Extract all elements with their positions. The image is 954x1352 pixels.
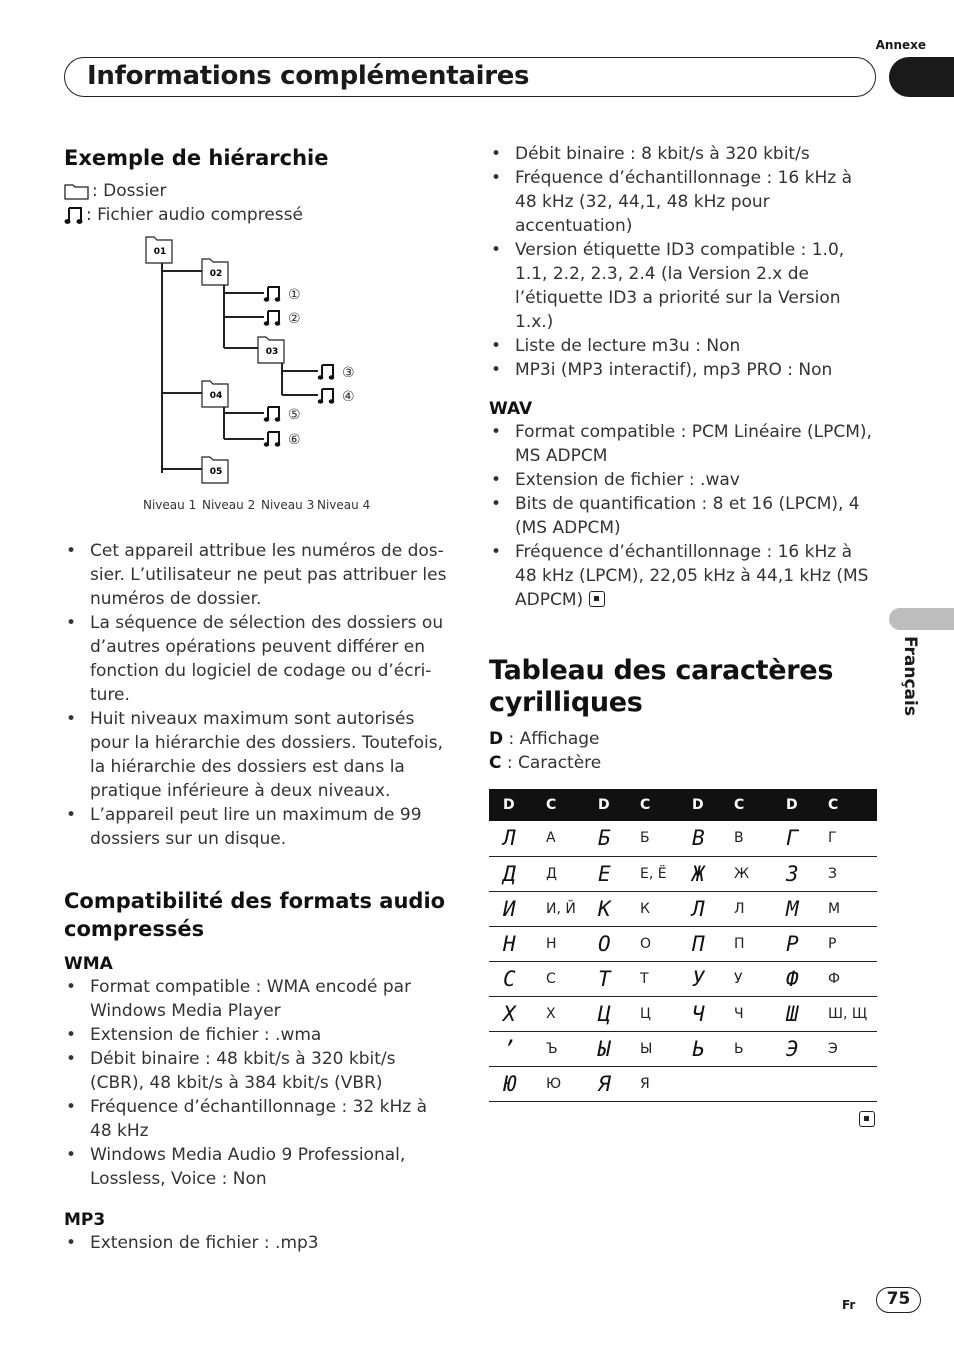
wav-label: WAV (489, 399, 533, 419)
display-glyph: Р (772, 926, 814, 961)
language-tab-label: Français (900, 636, 920, 716)
page-number: 75 (876, 1287, 921, 1313)
list-item: • Version étiquette ID3 compatible : 1.0, 1.1, 2.2, 2.3, 2.4 (la Version 2.x de l’étiquette ID3 a priorité sur la Version 1.x.) (489, 238, 877, 334)
left-column (64, 140, 454, 1255)
character-cell: У (720, 961, 772, 996)
legend-text: : Affichage (503, 729, 600, 749)
compat-heading: Compatibilité des formats audio compressés (64, 889, 446, 941)
display-glyph: Ы (584, 1031, 626, 1066)
character-cell: Ъ (532, 1031, 584, 1066)
character-cell: Ю (532, 1066, 584, 1101)
legend-key: C (489, 753, 502, 773)
list-item: • Fréquence d’échantillonnage : 16 kHz à 48 kHz (32, 44,1, 48 kHz pour accentuation) (489, 166, 877, 238)
cyrillic-legend (489, 727, 877, 775)
list-item: • Format compatible : WMA encodé par Windows Media Player (64, 975, 454, 1023)
music-file-icon (264, 407, 281, 422)
legend-file (64, 203, 454, 227)
list-item: • Fréquence d’échantillonnage : 32 kHz à 48 kHz (64, 1095, 454, 1143)
cyrillic-table-body (489, 821, 877, 1101)
display-glyph: М (772, 891, 814, 926)
character-cell: Т (626, 961, 678, 996)
folder-label: 02 (209, 269, 223, 279)
list-item: • Extension de fichier : .wav (489, 468, 877, 492)
list-item: • Format compatible : PCM Linéaire (LPCM), MS ADPCM (489, 420, 877, 468)
mp3-specs-left (64, 1231, 454, 1255)
music-file-icon (264, 432, 281, 447)
header-tab-marker (889, 57, 954, 97)
display-glyph: И (489, 891, 532, 926)
display-glyph: У (678, 961, 720, 996)
table-row (489, 961, 877, 996)
character-cell: И, Й (532, 891, 584, 926)
character-cell: Р (814, 926, 877, 961)
table-row (489, 821, 877, 856)
mp3-label: MP3 (64, 1210, 106, 1230)
end-of-section-icon (589, 591, 605, 607)
list-item: • Extension de fichier : .mp3 (64, 1231, 454, 1255)
column-header: D (772, 789, 814, 821)
list-item: • Liste de lecture m3u : Non (489, 334, 877, 358)
list-item-text: Fréquence d’échantillonnage : 16 kHz à 48 kHz (LPCM), 22,05 kHz à 44,1 kHz (MS ADPCM) (515, 542, 869, 610)
display-glyph: П (678, 926, 720, 961)
legend-key: D (489, 729, 504, 749)
character-cell: Ч (720, 996, 772, 1031)
display-glyph: Ь (678, 1031, 720, 1066)
display-glyph: Ч (678, 996, 720, 1031)
level-label: Niveau 2 (202, 498, 256, 512)
list-item: • La séquence de sélection des dossiers ou d’autres opérations peuvent différer en fonction du logiciel de codage ou d’écriture. (64, 611, 454, 707)
character-cell: М (814, 891, 877, 926)
hierarchy-diagram (64, 233, 454, 523)
file-number: ② (288, 311, 301, 327)
display-glyph: К (584, 891, 626, 926)
mp3-specs-right (489, 142, 877, 382)
character-cell: О (626, 926, 678, 961)
character-cell: Ж (720, 856, 772, 891)
display-glyph: Т (584, 961, 626, 996)
section-label: Annexe (875, 38, 926, 52)
character-cell: Э (814, 1031, 877, 1066)
display-glyph: Ф (772, 961, 814, 996)
table-row (489, 1066, 877, 1101)
folder-03 (258, 337, 284, 363)
display-glyph: Г (772, 821, 814, 856)
folder-icon (64, 182, 90, 200)
character-cell: П (720, 926, 772, 961)
cyrillic-table (489, 789, 877, 1102)
character-cell: Н (532, 926, 584, 961)
level-label: Niveau 3 (261, 498, 315, 512)
list-item: • Bits de quantification : 8 et 16 (LPCM), 4 (MS ADPCM) (489, 492, 877, 540)
display-glyph: ’ (489, 1031, 532, 1066)
legend-file-text: : Fichier audio compressé (86, 205, 303, 225)
hierarchy-heading: Exemple de hiérarchie (64, 146, 329, 170)
legend-folder (64, 179, 454, 203)
display-glyph (772, 1066, 814, 1101)
character-cell: Б (626, 821, 678, 856)
display-glyph: В (678, 821, 720, 856)
file-number: ④ (342, 389, 355, 405)
folder-01 (146, 237, 172, 263)
wav-specs (489, 420, 877, 612)
display-glyph: Ш (772, 996, 814, 1031)
character-cell: Ц (626, 996, 678, 1031)
list-item: • Cet appareil attribue les numéros de dossier. L’utilisateur ne peut pas attribuer les numéros de dossier. (64, 539, 454, 611)
music-file-icon (318, 365, 335, 380)
display-glyph: Ю (489, 1066, 532, 1101)
music-file-icon (264, 311, 281, 326)
page-header (64, 57, 876, 97)
character-cell: Я (626, 1066, 678, 1101)
display-glyph: Д (489, 856, 532, 891)
character-cell: Л (720, 891, 772, 926)
column-header: C (720, 789, 772, 821)
character-cell: Ы (626, 1031, 678, 1066)
table-row (489, 856, 877, 891)
cyrillic-heading: Tableau des caractères cyrilliques (489, 655, 834, 718)
hierarchy-notes (64, 539, 454, 851)
character-cell: Х (532, 996, 584, 1031)
column-header: D (489, 789, 532, 821)
footer-language: Fr (842, 1298, 856, 1312)
display-glyph: С (489, 961, 532, 996)
table-header-row (489, 789, 877, 821)
table-row (489, 1031, 877, 1066)
table-row (489, 891, 877, 926)
display-glyph: Ж (678, 856, 720, 891)
legend-folder-text: : Dossier (92, 181, 167, 201)
character-cell: К (626, 891, 678, 926)
character-cell (814, 1066, 877, 1101)
character-cell: Г (814, 821, 877, 856)
display-glyph: О (584, 926, 626, 961)
list-item: • L’appareil peut lire un maximum de 99 dossiers sur un disque. (64, 803, 454, 851)
column-header: D (584, 789, 626, 821)
column-header: C (626, 789, 678, 821)
column-header: C (532, 789, 584, 821)
end-of-section-icon (859, 1111, 875, 1127)
list-item (489, 540, 877, 612)
column-header: C (814, 789, 877, 821)
list-item: • Débit binaire : 48 kbit/s à 320 kbit/s (CBR), 48 kbit/s à 384 kbit/s (VBR) (64, 1047, 454, 1095)
folder-label: 01 (153, 247, 167, 257)
folder-label: 04 (209, 391, 223, 401)
file-number: ① (288, 287, 301, 303)
character-cell: А (532, 821, 584, 856)
folder-05 (202, 457, 228, 483)
character-cell: З (814, 856, 877, 891)
wma-label: WMA (64, 954, 113, 974)
character-cell: Ш, Щ (814, 996, 877, 1031)
table-row (489, 926, 877, 961)
character-cell: Ь (720, 1031, 772, 1066)
file-number: ③ (342, 365, 355, 381)
list-item: • Huit niveaux maximum sont autorisés pour la hiérarchie des dossiers. Toutefois, la hiérarchie des dossiers est dans la pratique inférieure à deux niveaux. (64, 707, 454, 803)
display-glyph: Б (584, 821, 626, 856)
character-cell: В (720, 821, 772, 856)
display-glyph: Х (489, 996, 532, 1031)
character-cell: Е, Ё (626, 856, 678, 891)
table-row (489, 996, 877, 1031)
language-tab-marker (889, 608, 954, 630)
wma-specs (64, 975, 454, 1191)
list-item: • MP3i (MP3 interactif), mp3 PRO : Non (489, 358, 877, 382)
display-glyph: Л (489, 821, 532, 856)
folder-label: 03 (265, 347, 279, 357)
page-title: Informations complémentaires (87, 61, 530, 91)
display-glyph: Н (489, 926, 532, 961)
music-file-icon (264, 287, 281, 302)
list-item: • Windows Media Audio 9 Professional, Lossless, Voice : Non (64, 1143, 454, 1191)
folder-02 (202, 259, 228, 285)
display-glyph: Э (772, 1031, 814, 1066)
legend-text: : Caractère (501, 753, 602, 773)
display-glyph: Ц (584, 996, 626, 1031)
display-glyph: Л (678, 891, 720, 926)
character-cell (720, 1066, 772, 1101)
display-glyph: Я (584, 1066, 626, 1101)
display-glyph (678, 1066, 720, 1101)
list-item: • Débit binaire : 8 kbit/s à 320 kbit/s (489, 142, 877, 166)
file-number: ⑥ (288, 432, 301, 448)
list-item: • Extension de fichier : .wma (64, 1023, 454, 1047)
level-label: Niveau 1 (143, 498, 197, 512)
folder-04 (202, 381, 228, 407)
display-glyph: Е (584, 856, 626, 891)
column-header: D (678, 789, 720, 821)
folder-label: 05 (209, 467, 223, 477)
music-file-icon (64, 205, 84, 225)
file-number: ⑤ (288, 407, 301, 423)
character-cell: Д (532, 856, 584, 891)
right-column (489, 142, 877, 1132)
character-cell: Ф (814, 961, 877, 996)
music-file-icon (318, 389, 335, 404)
display-glyph: З (772, 856, 814, 891)
level-label: Niveau 4 (317, 498, 371, 512)
character-cell: С (532, 961, 584, 996)
